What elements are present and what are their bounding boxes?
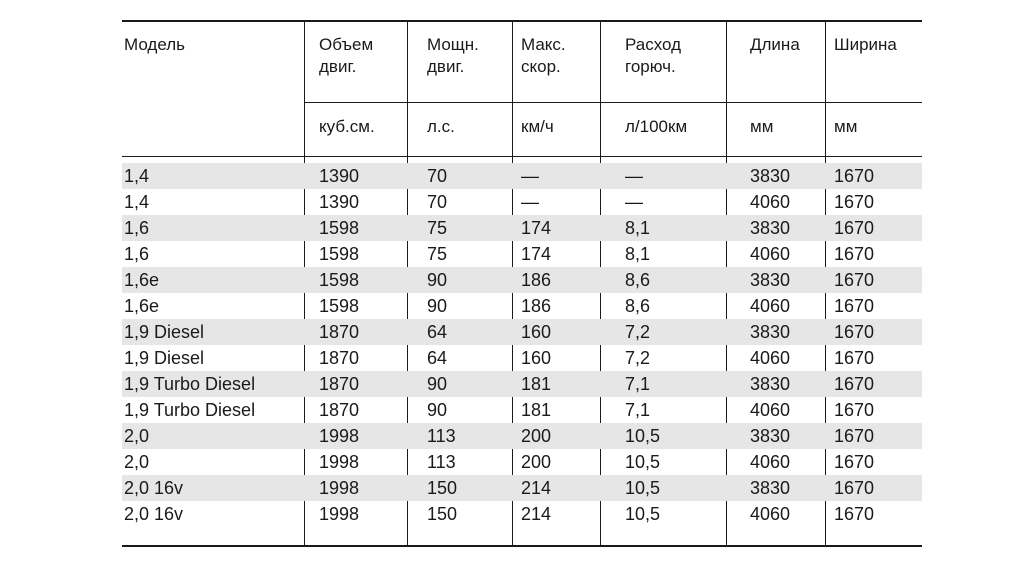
cell-power: 113 [427,452,456,472]
column-header-fuel: Расход горюч. [625,35,682,76]
table-row [122,293,922,319]
cell-length: 3830 [750,218,791,238]
column-header-length: Длина [750,35,800,54]
cell-model: 1,6e [124,296,160,316]
cell-width: 1670 [834,192,875,212]
cell-length: 4060 [750,244,791,264]
column-unit-fuel: л/100км [625,117,688,136]
cell-fuel: 8,1 [625,244,651,264]
cell-power: 113 [427,426,456,446]
header-bottom-rule [122,156,922,157]
cell-speed: 181 [521,400,552,420]
cell-fuel: 8,6 [625,296,651,316]
cell-volume: 1870 [319,400,360,420]
cell-model: 1,9 Turbo Diesel [124,374,256,394]
cell-width: 1670 [834,478,875,498]
column-unit-volume: куб.см. [319,117,375,136]
table-row [122,475,922,501]
cell-length: 3830 [750,478,791,498]
cell-volume: 1870 [319,348,360,368]
cell-fuel: 10,5 [625,478,661,498]
cell-power: 150 [427,478,458,498]
cell-speed: 200 [521,426,552,446]
cell-speed: 174 [521,218,552,238]
cell-power: 90 [427,400,448,420]
cell-model: 1,4 [124,166,150,186]
cell-speed: 181 [521,374,552,394]
cell-volume: 1598 [319,270,360,290]
cell-power: 75 [427,244,448,264]
cell-fuel: 7,2 [625,348,651,368]
table-row [122,397,922,423]
cell-width: 1670 [834,426,875,446]
cell-fuel: — [625,192,643,212]
cell-model: 1,9 Diesel [124,322,205,342]
table-top-rule [122,20,922,22]
cell-model: 1,4 [124,192,150,212]
cell-model: 1,9 Diesel [124,348,205,368]
cell-speed: 160 [521,348,552,368]
column-header-width: Ширина [834,35,897,54]
table-row [122,423,922,449]
cell-length: 4060 [750,452,791,472]
cell-width: 1670 [834,400,875,420]
cell-volume: 1598 [319,218,360,238]
cell-length: 4060 [750,192,791,212]
cell-fuel: 10,5 [625,504,661,524]
cell-width: 1670 [834,322,875,342]
cell-power: 70 [427,192,448,212]
table-body [122,163,922,527]
cell-volume: 1998 [319,478,360,498]
column-header-volume: Объем двиг. [319,35,374,76]
cell-volume: 1598 [319,296,360,316]
table-row [122,241,922,267]
cell-model: 2,0 16v [124,504,184,524]
cell-volume: 1870 [319,374,360,394]
cell-length: 4060 [750,348,791,368]
cell-speed: 214 [521,478,552,498]
cell-model: 1,6 [124,218,150,238]
cell-fuel: 8,6 [625,270,651,290]
table-row [122,501,922,527]
cell-speed: 174 [521,244,552,264]
cell-length: 3830 [750,166,791,186]
cell-fuel: 7,2 [625,322,651,342]
cell-width: 1670 [834,374,875,394]
column-header-speed: Макс. скор. [521,35,566,76]
cell-speed: 160 [521,322,552,342]
cell-power: 90 [427,374,448,394]
cell-power: 90 [427,270,448,290]
column-unit-speed: км/ч [521,117,554,136]
column-unit-power: л.с. [427,117,455,136]
cell-power: 75 [427,218,448,238]
cell-volume: 1998 [319,504,360,524]
cell-speed: 214 [521,504,552,524]
cell-fuel: — [625,166,643,186]
cell-width: 1670 [834,504,875,524]
cell-length: 4060 [750,296,791,316]
cell-power: 70 [427,166,448,186]
cell-speed: — [521,166,539,186]
cell-model: 2,0 16v [124,478,184,498]
cell-volume: 1998 [319,426,360,446]
cell-length: 4060 [750,400,791,420]
table-row [122,371,922,397]
cell-model: 1,6e [124,270,160,290]
cell-width: 1670 [834,348,875,368]
column-unit-length: мм [750,117,774,136]
cell-volume: 1390 [319,192,360,212]
cell-fuel: 7,1 [625,400,651,420]
cell-volume: 1598 [319,244,360,264]
cell-fuel: 10,5 [625,452,661,472]
cell-width: 1670 [834,270,875,290]
column-unit-width: мм [834,117,858,136]
cell-model: 2,0 [124,452,150,472]
cell-width: 1670 [834,296,875,316]
table-row [122,267,922,293]
cell-speed: 186 [521,296,552,316]
cell-width: 1670 [834,244,875,264]
column-header-power: Мощн. двиг. [427,35,479,76]
cell-power: 64 [427,322,448,342]
cell-model: 2,0 [124,426,150,446]
cell-width: 1670 [834,218,875,238]
cell-power: 64 [427,348,448,368]
cell-volume: 1870 [319,322,360,342]
cell-length: 3830 [750,374,791,394]
cell-width: 1670 [834,452,875,472]
cell-volume: 1390 [319,166,360,186]
cell-model: 1,6 [124,244,150,264]
table-bottom-rule [122,545,922,547]
cell-power: 150 [427,504,458,524]
cell-model: 1,9 Turbo Diesel [124,400,256,420]
cell-fuel: 10,5 [625,426,661,446]
cell-speed: — [521,192,539,212]
table-row [122,319,922,345]
table-row [122,449,922,475]
units-divider [304,102,922,103]
table-row [122,345,922,371]
table-row [122,189,922,215]
cell-length: 3830 [750,270,791,290]
cell-fuel: 8,1 [625,218,651,238]
cell-width: 1670 [834,166,875,186]
cell-length: 3830 [750,322,791,342]
cell-length: 3830 [750,426,791,446]
cell-fuel: 7,1 [625,374,651,394]
cell-length: 4060 [750,504,791,524]
table-row [122,215,922,241]
cell-volume: 1998 [319,452,360,472]
cell-power: 90 [427,296,448,316]
table-row [122,163,922,189]
column-header-model: Модель [124,35,186,54]
cell-speed: 186 [521,270,552,290]
cell-speed: 200 [521,452,552,472]
